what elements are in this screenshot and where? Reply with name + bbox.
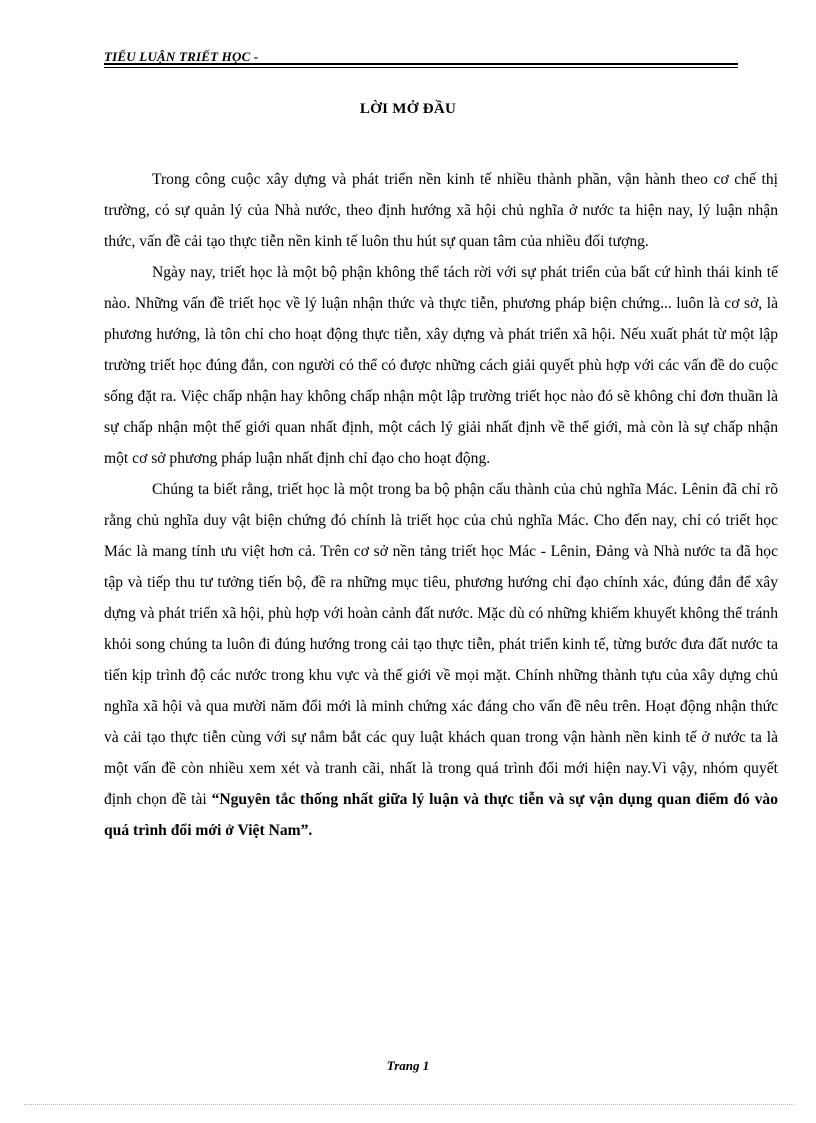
paragraph-3 <box>104 474 778 846</box>
section-title: LỜI MỞ ĐẦU <box>359 101 457 117</box>
page-number: Trang 1 <box>386 1058 430 1073</box>
page-header <box>104 48 738 72</box>
paragraph-3-text: Chúng ta biết rằng, triết học là một trong ba bộ phận cấu thành của chủ nghĩa Mác. Lênin đã chỉ rõ rằng chủ nghĩa duy vật biện chứng đó chính là triết học của chủ nghĩa Mác. Cho đến nay, chỉ có triết học Mác là mang tính ưu việt hơn cả. Trên cơ sở nền tảng triết học Mác - Lênin, Đảng và Nhà nước ta đã học tập và tiếp thu tư tưởng tiến bộ, đề ra những mục tiêu, phương hướng chỉ đạo chính xác, đúng đắn để xây dựng và phát triển xã hội, phù hợp với hoàn cảnh đất nước. Mặc dù có những khiếm khuyết không thể tránh khỏi song chúng ta luôn đi đúng hướng trong cải tạo thực tiễn, phát triển kinh tế, từng bước đưa đất nước ta tiến kịp trình độ các nước trong khu vực và thế giới về mọi mặt. Chính những thành tựu của xây dựng chủ nghĩa xã hội và qua mười năm đổi mới là minh chứng xác đáng cho vấn đề nêu trên. Hoạt động nhận thức và cải tạo thực tiễn cùng với sự nắm bắt các quy luật khách quan trong vận hành nền kinh tế ở nước ta là một vấn đề còn nhiều xem xét và tranh cãi, nhất là trong quá trình đổi mới hiện nay.Vì vậy, nhóm quyết định chọn đề tài <box>104 481 778 808</box>
paragraph-1: Trong công cuộc xây dựng và phát triển nền kinh tế nhiều thành phần, vận hành theo cơ chế thị trường, có sự quản lý của Nhà nước, theo định hướng xã hội chủ nghĩa ở nước ta hiện nay, lý luận nhận thức, vấn đề cải tạo thực tiễn nền kinh tế luôn thu hút sự quan tâm của nhiều đối tượng. <box>104 171 778 250</box>
page-bottom-edge <box>24 1104 794 1105</box>
paragraph-2: Ngày nay, triết học là một bộ phận không thể tách rời với sự phát triển của bất cứ hình thái kinh tế nào. Những vấn đề triết học về lý luận nhận thức và thực tiễn, phương pháp biện chứng... luôn là cơ sở, là phương hướng, là tôn chỉ cho hoạt động thực tiễn, xây dựng và phát triển xã hội. Nếu xuất phát từ một lập trường triết học đúng đắn, con người có thể có được những cách giải quyết phù hợp với các vấn đề do cuộc sống đặt ra. Việc chấp nhận hay không chấp nhận một lập trường triết học nào đó sẽ không chỉ đơn thuần là sự chấp nhận một thế giới quan nhất định, một cách lý giải nhất định về thế giới, mà còn là sự chấp nhận một cơ sở phương pháp luận nhất định chỉ đạo cho hoạt động. <box>104 264 778 467</box>
header-divider <box>104 63 738 68</box>
document-body <box>104 164 778 846</box>
header-title: TIỂU LUẬN TRIẾT HỌC - <box>104 49 259 64</box>
topic-title: “Nguyên tắc thống nhất giữa lý luận và thực tiễn và sự vận dụng quan điểm đó vào quá trình đổi mới ở Việt Nam”. <box>104 791 778 839</box>
